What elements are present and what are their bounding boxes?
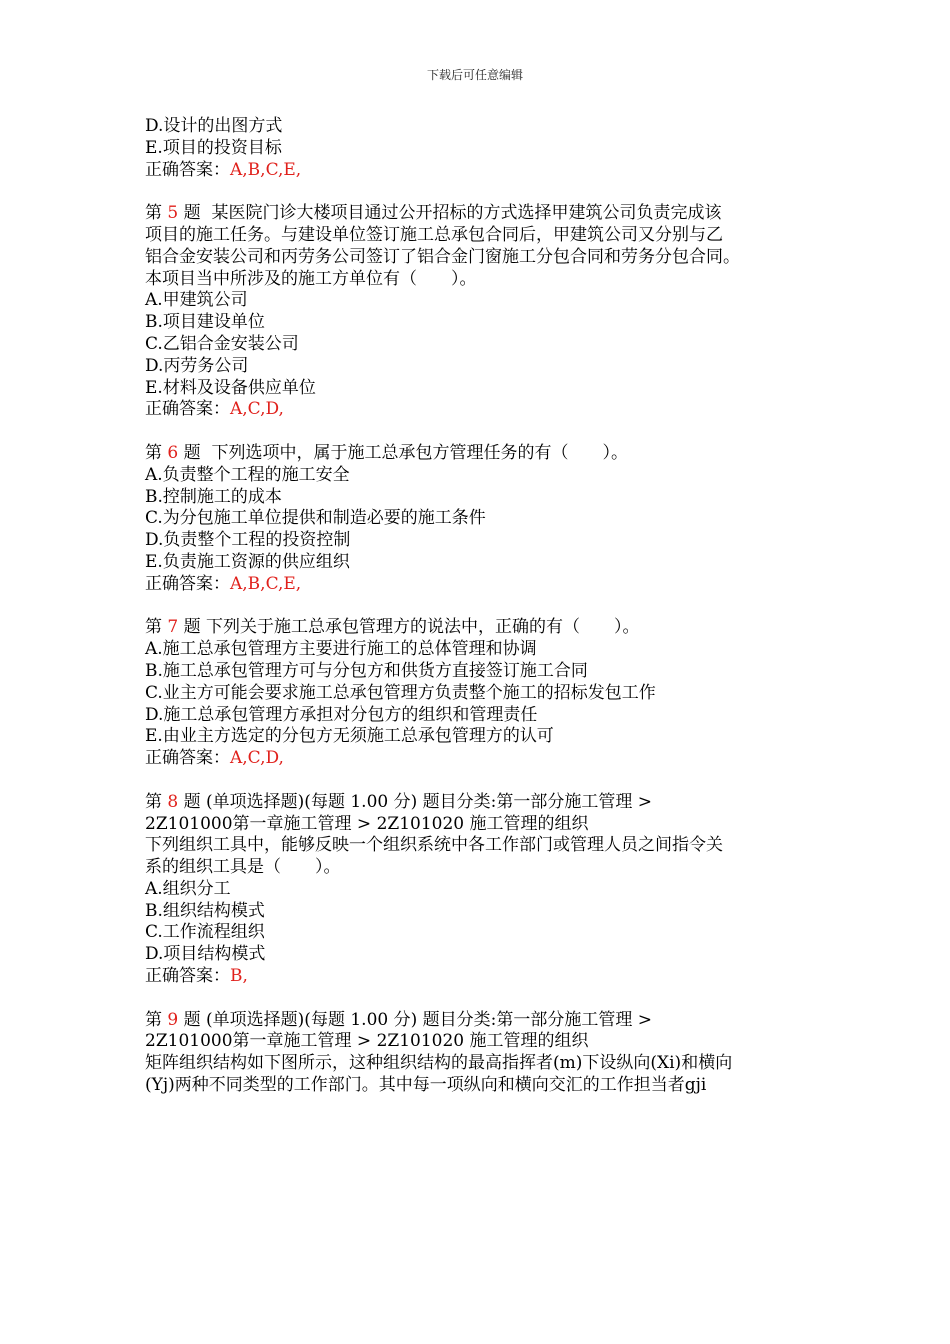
answer-value: B, (230, 966, 248, 987)
question-prefix: 第 (145, 617, 168, 638)
question-block-6 (145, 443, 825, 596)
option-line: C.工作流程组织 (145, 922, 265, 943)
question-stem: (Yj)两种不同类型的工作部门。其中每一项纵向和横向交汇的工作担当者gji (145, 1075, 707, 1096)
question-prefix: 第 (145, 1009, 168, 1030)
question-number: 8 (167, 791, 179, 812)
option-line: C.乙铝合金安装公司 (145, 333, 299, 354)
question-heading (145, 203, 825, 225)
option-line: B.项目建设单位 (145, 312, 265, 333)
question-number: 6 (167, 442, 179, 463)
question-stem: 系的组织工具是（ ）。 (145, 857, 341, 878)
question-heading (145, 792, 825, 814)
option-line: A.负责整个工程的施工安全 (145, 464, 350, 485)
answer-value: A,C,D, (230, 748, 284, 769)
question-heading (145, 1010, 825, 1032)
question-stem: 下列选项中，属于施工总承包方管理任务的有（ ）。 (211, 442, 628, 463)
question-category: 2Z101000第一章施工管理 > 2Z101020 施工管理的组织 (145, 813, 589, 834)
question-heading (145, 617, 825, 639)
question-stem: 矩阵组织结构如下图所示，这种组织结构的最高指挥者(m)下设纵向(Xi)和横向 (145, 1053, 733, 1074)
question-stem: 下列关于施工总承包管理方的说法中，正确的有（ ）。 (206, 617, 640, 638)
option-line: E.负责施工资源的供应组织 (145, 551, 350, 572)
answer-label: 正确答案： (145, 159, 230, 180)
answer-label: 正确答案： (145, 966, 230, 987)
option-line: D.丙劳务公司 (145, 355, 249, 376)
answer-value: A,B,C,E, (230, 159, 302, 180)
option-line: D.负责整个工程的投资控制 (145, 530, 351, 551)
question-suffix: 题 (178, 791, 207, 812)
question-block-4 (145, 116, 825, 181)
question-stem: 铝合金安装公司和丙劳务公司签订了铝合金门窗施工分包合同和劳务分包合同。 (145, 246, 740, 267)
question-category: 2Z101000第一章施工管理 > 2Z101020 施工管理的组织 (145, 1031, 589, 1052)
question-stem: 下列组织工具中，能够反映一个组织系统中各工作部门或管理人员之间指令关 (145, 835, 723, 856)
question-prefix: 第 (145, 791, 168, 812)
option-line: D.施工总承包管理方承担对分包方的组织和管理责任 (145, 704, 538, 725)
answer-line (145, 574, 825, 596)
option-line: D.项目结构模式 (145, 944, 266, 965)
option-line: B.组织结构模式 (145, 900, 265, 921)
option-line: E.材料及设备供应单位 (145, 377, 316, 398)
question-stem: (单项选择题)(每题 1.00 分) 题目分类:第一部分施工管理 > (206, 1009, 653, 1030)
question-suffix: 题 (178, 1009, 207, 1030)
question-stem: 本项目当中所涉及的施工方单位有（ ）。 (145, 268, 477, 289)
question-block-9 (145, 1010, 825, 1097)
question-number: 9 (167, 1009, 179, 1030)
answer-value: A,C,D, (230, 399, 284, 420)
answer-value: A,B,C,E, (230, 573, 302, 594)
question-number: 5 (167, 203, 179, 224)
question-stem: 某医院门诊大楼项目通过公开招标的方式选择甲建筑公司负责完成该 (211, 203, 722, 224)
question-stem: (单项选择题)(每题 1.00 分) 题目分类:第一部分施工管理 > (206, 791, 653, 812)
question-block-7 (145, 617, 825, 770)
question-suffix: 题 (178, 203, 212, 224)
answer-label: 正确答案： (145, 399, 230, 420)
question-suffix: 题 (178, 442, 212, 463)
answer-line (145, 160, 825, 182)
option-line: A.甲建筑公司 (145, 290, 248, 311)
option-line: A.施工总承包管理方主要进行施工的总体管理和协调 (145, 639, 537, 660)
option-line: B.控制施工的成本 (145, 486, 282, 507)
question-prefix: 第 (145, 442, 168, 463)
option-line: D.设计的出图方式 (145, 116, 283, 136)
question-block-5 (145, 203, 825, 421)
answer-line (145, 748, 825, 770)
option-line: B.施工总承包管理方可与分包方和供货方直接签订施工合同 (145, 660, 588, 681)
answer-line (145, 399, 825, 421)
option-line: C.业主方可能会要求施工总承包管理方负责整个施工的招标发包工作 (145, 682, 656, 703)
document-body (145, 116, 825, 1097)
page-header: 下载后可任意编辑 (426, 68, 523, 82)
answer-line (145, 966, 825, 988)
question-prefix: 第 (145, 203, 168, 224)
option-line: A.组织分工 (145, 878, 231, 899)
option-line: E.项目的投资目标 (145, 137, 282, 158)
answer-label: 正确答案： (145, 748, 230, 769)
question-stem: 项目的施工任务。与建设单位签订施工总承包合同后，甲建筑公司又分别与乙 (145, 224, 723, 245)
question-suffix: 题 (178, 617, 207, 638)
question-number: 7 (167, 617, 179, 638)
option-line: C.为分包施工单位提供和制造必要的施工条件 (145, 508, 486, 529)
question-block-8 (145, 792, 825, 988)
question-heading (145, 443, 825, 465)
option-line: E.由业主方选定的分包方无须施工总承包管理方的认可 (145, 726, 554, 747)
answer-label: 正确答案： (145, 573, 230, 594)
